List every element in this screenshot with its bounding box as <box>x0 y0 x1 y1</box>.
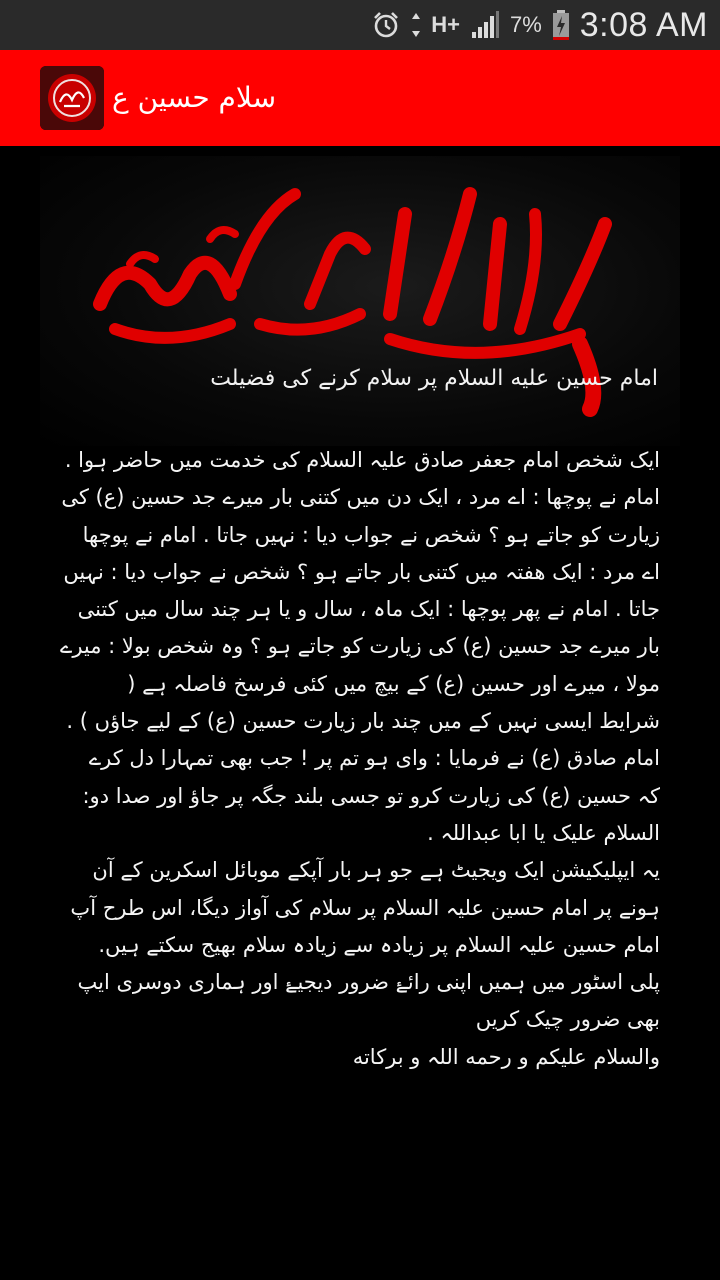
network-type-label: H+ <box>431 12 460 37</box>
page-heading: امام حسین علیه السلام پر سلام کرنے کی فضیلت <box>210 366 658 391</box>
data-arrows-icon <box>411 12 421 38</box>
paragraph-closing: والسلام علیکم و رحمه اللہ و برکاته <box>352 1044 660 1069</box>
paragraph-feedback: پلی اسٹور میں ہمیں اپنی رائۓ ضرور دیجیۓ اور ہماری دوسری ایپ بھی ضرور چیک کریں <box>77 970 660 1032</box>
article-body <box>60 442 660 1076</box>
paragraph-story: ایک شخص امام جعفر صادق علیہ السلام کی خدمت میں حاضر ہوا . امام نے پوچھا : اے مرد ، ایک دن میں کتنی بار میرے جد حسین (ع) کی زیارت کو جاتے ہو ؟ شخص نے جواب دیا : نہیں جاتا . امام نے پوچھا اے مرد : ایک ھفتہ میں کتنی بار جاتے ہو ؟ شخص نے جواب دیا : نہیں جاتا . امام نے پھر پوچھا : ایک ماہ ، سال و یا ہر چند سال میں کتنی بار میرے جد حسین (ع) کی زیارت کو جاتے ہو ؟ وہ شخص بولا : میرے مولا ، میرے اور حسین (ع) کے بیچ میں کئی فرسخ فاصلہ ہے ( شرایط ایسی نہیں کے میں چند بار زیارت حسین (ع) کے لیے جاؤں ) . امام صادق (ع) نے فرمایا : وای ہو تم پر ! جب بھی تمہارا دل کرے کہ حسین (ع) کی زیارت کرو تو جسی بلند جگہ پر جاؤ اور صدا دو: السلام علیک یا ابا عبداللہ . <box>60 448 660 845</box>
app-logo-icon[interactable] <box>40 66 104 130</box>
action-bar <box>0 50 720 146</box>
calligraphy-banner <box>60 154 660 454</box>
battery-percent: 7% <box>509 12 542 37</box>
paragraph-widget-info: یہ ایپلیکیشن ایک ویجیٹ ہے جو ہر بار آپکے موبائل اسکرین کے آن ہونے پر امام حسین علیہ السلام پر سلام کی آواز دیگا، اس طرح آپ امام حسین علیہ السلام پر زیادہ سے زیادہ سلام بھیج سکتے ہیں. <box>70 858 660 957</box>
signal-icon <box>470 10 500 40</box>
main-content <box>0 146 720 1280</box>
battery-charging-icon <box>552 9 570 41</box>
status-bar <box>0 0 720 50</box>
app-title: سلام حسین ع <box>112 81 277 114</box>
clock: 3:08 AM <box>579 5 708 44</box>
alarm-icon <box>371 10 401 40</box>
status-icons <box>371 0 708 50</box>
